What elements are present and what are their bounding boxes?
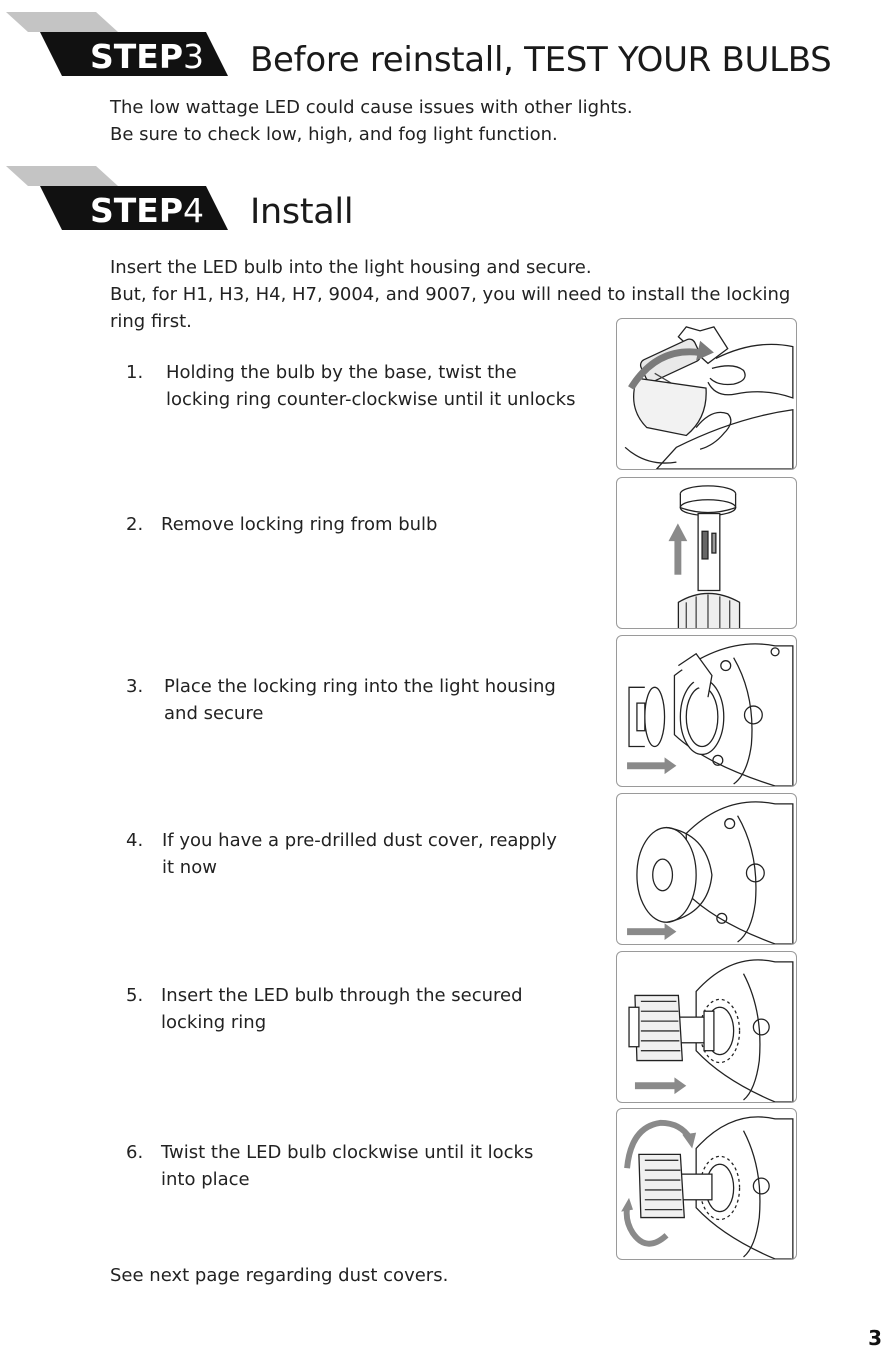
list-text-line: into place xyxy=(161,1169,250,1190)
list-text xyxy=(161,982,591,1036)
step4-badge xyxy=(0,166,230,232)
svg-text:STEP4 xyxy=(90,191,204,230)
step3-line: The low wattage LED could cause issues with other lights. xyxy=(110,97,633,118)
dust-cover-illustration xyxy=(616,793,797,945)
list-text xyxy=(164,673,594,727)
remove-ring-illustration xyxy=(616,477,797,629)
list-text-line: it now xyxy=(162,857,217,878)
list-text-line: Insert the LED bulb through the secured xyxy=(161,985,523,1006)
list-number: 1. xyxy=(126,362,144,383)
insert-bulb-illustration xyxy=(616,951,797,1103)
step4-label-num: 4 xyxy=(183,191,205,230)
step3-label-bold: STEP xyxy=(90,37,184,76)
list-text-line: locking ring counter-clockwise until it unlocks xyxy=(166,389,576,410)
step3-line: Be sure to check low, high, and fog light function. xyxy=(110,124,558,145)
list-text-line: locking ring xyxy=(161,1012,267,1033)
list-number: 2. xyxy=(126,514,144,535)
list-text-line: Twist the LED bulb clockwise until it locks xyxy=(161,1142,534,1163)
place-ring-illustration xyxy=(616,635,797,787)
page-number: 3 xyxy=(868,1326,882,1350)
list-text xyxy=(162,827,592,881)
list-text-line: and secure xyxy=(164,703,264,724)
step3-title: Before reinstall, TEST YOUR BULBS xyxy=(250,40,832,80)
step4-intro-line: Insert the LED bulb into the light housing and secure. xyxy=(110,257,592,278)
twist-ring-illustration xyxy=(616,318,797,470)
list-text-line: Place the locking ring into the light housing xyxy=(164,676,556,697)
step4-title: Install xyxy=(250,192,354,232)
list-text-line: Holding the bulb by the base, twist the xyxy=(166,362,517,383)
list-number: 5. xyxy=(126,985,144,1006)
list-text xyxy=(166,359,596,413)
twist-bulb-illustration xyxy=(616,1108,797,1260)
step3-badge xyxy=(0,12,230,78)
list-text-line: If you have a pre-drilled dust cover, reapply xyxy=(162,830,557,851)
list-number: 4. xyxy=(126,830,144,851)
list-text-line: Remove locking ring from bulb xyxy=(161,514,438,535)
list-number: 3. xyxy=(126,676,144,697)
step4-intro-line: But, for H1, H3, H4, H7, 9004, and 9007, you will need to install the locking xyxy=(110,284,791,305)
list-text xyxy=(161,1139,591,1193)
list-number: 6. xyxy=(126,1142,144,1163)
step3-label-num: 3 xyxy=(183,37,205,76)
step4-label-bold: STEP xyxy=(90,191,184,230)
step4-intro-line: ring first. xyxy=(110,311,192,332)
step3-description xyxy=(110,94,633,148)
svg-text:STEP3 xyxy=(90,37,204,76)
footer-note: See next page regarding dust covers. xyxy=(110,1265,449,1286)
list-text xyxy=(161,511,591,538)
